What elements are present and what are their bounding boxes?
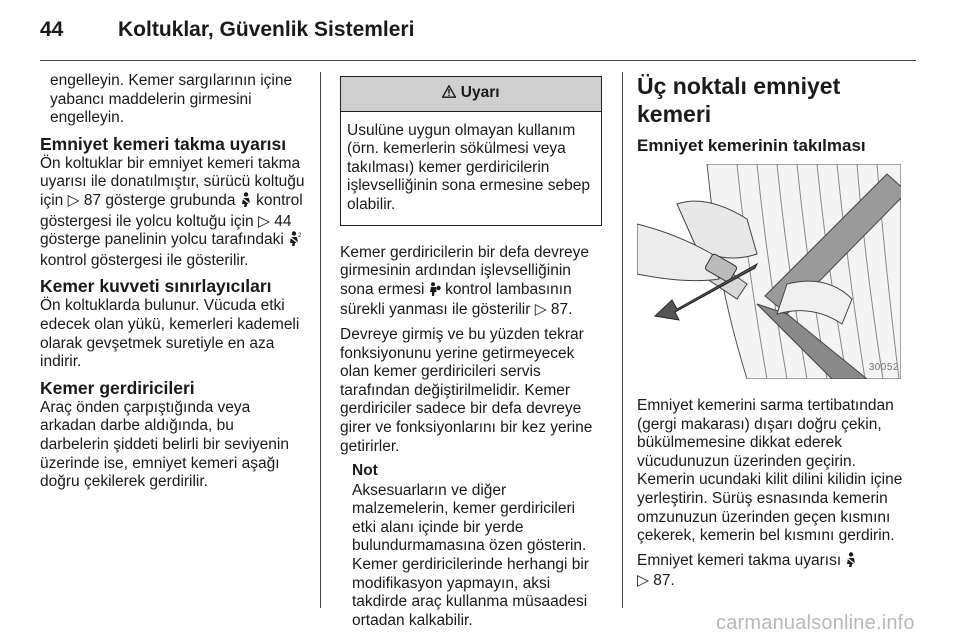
passenger-seatbelt-warning-icon — [288, 231, 302, 252]
pretensioners-paragraph: Araç önden çarpıştığında veya arkadan darbe aldığında, bu darbelerin şiddeti belirli bir seviyenin üzerinde ise, emniyet kemeri aşağı doğru çekilerek gerdirilir. — [40, 398, 289, 491]
note-block — [340, 462, 602, 630]
svg-text:2: 2 — [298, 233, 302, 240]
column-3 — [637, 72, 903, 597]
page-header — [0, 0, 960, 62]
seatbelt-drawing — [637, 164, 901, 379]
force-limiters-paragraph: Ön koltuklarda bulunur. Vücuda etki edecek olan yükü, kemerleri kademeli olarak gevşetmek suretiyle en aza indirir. — [40, 297, 300, 371]
pretensioner-ref: 87. — [550, 301, 573, 319]
column-divider-2 — [622, 72, 623, 608]
page-ref-icon: ▷ — [534, 301, 547, 319]
section-title-three-point-belt: Üç noktalı emniyet kemeri — [637, 73, 841, 127]
pretensioner-text-a: Kemer gerdiricilerin bir defa devreye girmesinin ardından işlevselliğinin sona ermesi — [340, 243, 589, 298]
page-ref-icon: ▷ — [637, 572, 649, 590]
warning-text: Usulüne uygun olmayan kullanım (örn. kemerlerin sökülmesi veya takılması) kemer gerdiricilerin işlevselliğinin sona ermesine sebep olabilir. — [347, 121, 590, 213]
section-title-belt-warning: Emniyet kemeri takma uyarısı — [40, 133, 287, 154]
column-divider-1 — [320, 72, 321, 608]
belt-reminder-paragraph — [637, 552, 903, 591]
warning-triangle-icon — [442, 84, 460, 101]
note-title: Not — [352, 462, 378, 480]
seatbelt-warning-icon — [240, 192, 252, 213]
replacement-paragraph: Devreye girmiş ve bu yüzden tekrar fonksiyonunu yerine getirmeyecek olan kemer gerdiricileri servis tarafından değiştirilmelidir. Kemer gerdiriciler sadece bir defa devreye girer ve fonksiyonlarını bir kez yerine getirirler. — [340, 325, 593, 455]
warning-box — [340, 76, 602, 226]
section-title-force-limiters: Kemer kuvveti sınırlayıcıları — [40, 276, 272, 297]
airbag-pretensioner-icon — [429, 282, 441, 302]
header-rule — [40, 60, 916, 61]
column-1 — [40, 72, 306, 498]
pretensioner-indicator-paragraph — [340, 244, 602, 320]
seatbelt-illustration — [637, 164, 901, 379]
page-ref-icon: ▷ — [67, 191, 80, 209]
intro-paragraph: engelleyin. Kemer sargılarının içine yabancı maddelerin girmesini engelleyin. — [50, 72, 293, 127]
figure-code: 30052 — [868, 362, 899, 374]
warning-title: Uyarı — [460, 84, 500, 101]
belt-warning-ref-2: 44 gösterge panelinin yolcu tarafındaki — [40, 212, 292, 249]
belt-warning-text-b: kontrol göstergesi ile yolcu koltuğu için — [40, 191, 303, 230]
belt-warning-text-a: Ön koltuklar bir emniyet kemeri takma uyarısı ile donatılmıştır, sürücü koltuğu için — [40, 154, 305, 209]
column-2 — [340, 72, 602, 630]
belt-reminder-ref: 87. — [653, 572, 675, 590]
seatbelt-warning-icon — [845, 552, 857, 573]
belt-warning-paragraph — [40, 155, 306, 271]
section-title-pretensioners: Kemer gerdiricileri — [40, 377, 195, 398]
page-ref-icon: ▷ — [257, 212, 270, 230]
belt-warning-text-c: kontrol göstergesi ile gösterilir. — [40, 251, 249, 269]
fastening-paragraph: Emniyet kemerini sarma tertibatından (gergi makarası) dışarı doğru çekin, bükülmemesine dikkat ederek vücudunuzun üzerinden geçirin. Kemerin ucundaki kilit dilini kilidin içine yerleştirin. Sürüş esnasında kemerin omzunuzun üzerinden geçen kısmını çekerek, kemerin bel kısmını gerdirin. — [637, 397, 903, 545]
page-number: 44 — [40, 18, 64, 41]
belt-reminder-text: Emniyet kemeri takma uyarısı — [637, 551, 842, 569]
belt-warning-ref-1: 87 gösterge grubunda — [83, 191, 236, 209]
watermark: carmanualsonline.info — [716, 612, 915, 634]
warning-header — [341, 77, 601, 112]
subsection-title-fastening: Emniyet kemerinin takılması — [637, 136, 866, 155]
pretensioner-text-b: kontrol lambasının sürekli yanması ile gösterilir — [340, 280, 572, 319]
note-text: Aksesuarların ve diğer malzemelerin, kemer gerdiricileri etki alanı içinde bir yerde bulundurmamasına özen gösterin. Kemer gerdiricilerinde herhangi bir modifikasyon yapmayın, aksi takdirde araç kullanma müsaadesi ortadan kalkabilir. — [352, 481, 589, 629]
page-title: Koltuklar, Güvenlik Sistemleri — [118, 18, 415, 41]
